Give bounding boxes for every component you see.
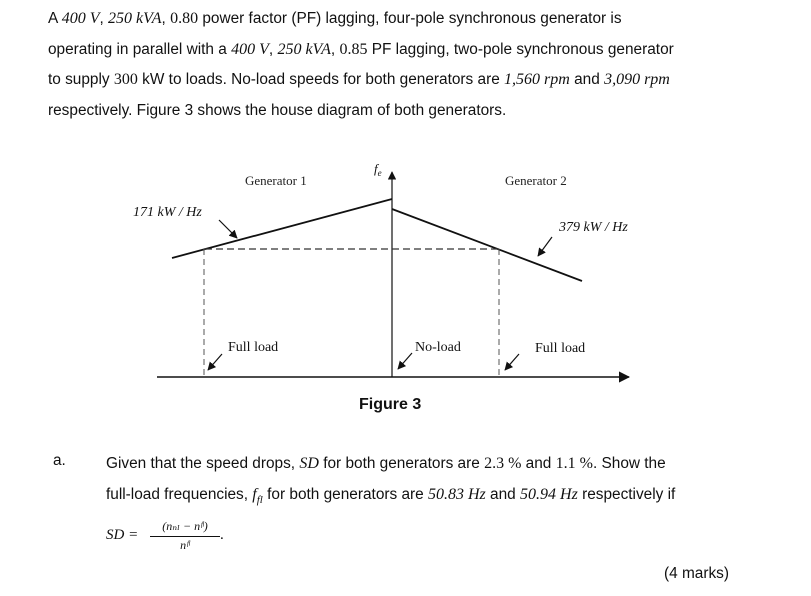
formula-fraction bbox=[150, 519, 220, 553]
gen2-slope-label: 379 kW / Hz bbox=[559, 220, 628, 235]
question-line-1: Given that the speed drops, SD for both generators are 2.3 % and 1.1 %. Show the bbox=[106, 455, 666, 472]
gen2-characteristic-line bbox=[392, 209, 582, 281]
intro-line-2: operating in parallel with a 400 V, 250 kVA, 0.85 PF lagging, two-pole synchronous generator bbox=[48, 40, 674, 58]
gen1-label: Generator 1 bbox=[245, 173, 307, 188]
formula-numerator: (nₙₗ − nᶠˡ) bbox=[150, 519, 220, 537]
question-line-2: full-load frequencies, $f_{fl}$ for both generators are 50.83 Hz and 50.94 Hz respectively if bbox=[106, 485, 676, 506]
gen1-slope-label: 171 kW / Hz bbox=[133, 205, 202, 220]
marks-label: (4 marks) bbox=[664, 565, 729, 582]
intro-line-1: A 400 V, 250 kVA, 0.80 power factor (PF) lagging, four-pole synchronous generator is bbox=[48, 10, 622, 27]
formula-lhs: SD = bbox=[106, 527, 139, 543]
frequency-axis-label: $f_e$ bbox=[374, 161, 382, 178]
gen2-label: Generator 2 bbox=[505, 173, 567, 188]
full-load-left-arrow bbox=[208, 354, 222, 370]
formula-denominator: nᶠˡ bbox=[180, 538, 190, 552]
gen2-slope-arrow bbox=[538, 237, 552, 256]
figure-caption: Figure 3 bbox=[359, 396, 422, 413]
question-text bbox=[106, 449, 766, 515]
full-load-left-label: Full load bbox=[228, 340, 279, 355]
gen1-slope-arrow bbox=[219, 220, 237, 238]
intro-line-3: to supply 300 kW to loads. No-load speeds for both generators are 1,560 rpm and 3,090 rpm bbox=[48, 71, 670, 88]
formula-end: . bbox=[220, 527, 224, 543]
full-load-right-arrow bbox=[505, 354, 519, 370]
intro-line-4: respectively. Figure 3 shows the house diagram of both generators. bbox=[48, 101, 507, 119]
no-load-arrow bbox=[398, 353, 412, 369]
no-load-label: No-load bbox=[415, 340, 461, 355]
full-load-right-label: Full load bbox=[535, 341, 586, 356]
question-letter: a. bbox=[53, 452, 66, 469]
